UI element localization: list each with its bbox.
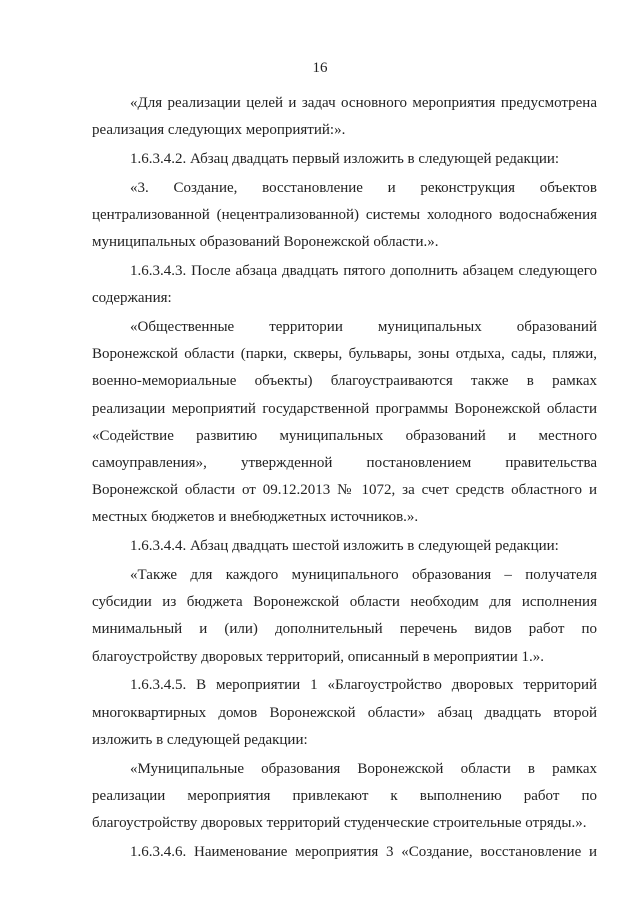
- paragraph-7-line-1: «Также для каждого муниципального образования – получателя: [130, 567, 597, 584]
- paragraph-4-line-2: содержания:: [92, 290, 172, 307]
- paragraph-8-line-2: многоквартирных домов Воронежской области» абзац двадцать второй: [92, 704, 597, 721]
- paragraph-4-line-1: 1.6.3.4.3. После абзаца двадцать пятого дополнить абзацем следующего: [130, 263, 597, 279]
- paragraph-5-line-6: самоуправления», утвержденной постановлением правительства: [92, 455, 597, 472]
- paragraph-3-line-1: «3. Создание, восстановление и реконструкция объектов: [130, 179, 597, 196]
- paragraph-8-line-1: 1.6.3.4.5. В мероприятии 1 «Благоустройство дворовых территорий: [130, 677, 597, 694]
- paragraph-5-line-5: «Содействие развитию муниципальных образований и местного: [92, 427, 597, 444]
- paragraph-5-line-3: военно-мемориальные объекты) благоустраиваются также в рамках: [92, 373, 597, 390]
- paragraph-10-line-1: 1.6.3.4.6. Наименование мероприятия 3 «Создание, восстановление и: [130, 843, 597, 860]
- paragraph-7-line-4: благоустройству дворовых территорий, описанный в мероприятии 1.».: [92, 648, 544, 665]
- paragraph-9-line-3: благоустройству дворовых территорий студенческие строительные отряды.».: [92, 815, 587, 832]
- paragraph-6-line-1: 1.6.3.4.4. Абзац двадцать шестой изложить в следующей редакции:: [130, 538, 559, 555]
- paragraph-9-line-2: реализации мероприятия привлекают к выполнению работ по: [92, 787, 597, 804]
- paragraph-5-line-2: Воронежской области (парки, скверы, бульвары, зоны отдыха, сады, пляжи,: [92, 346, 597, 363]
- document-body: [92, 90, 597, 868]
- paragraph-5-line-8: местных бюджетов и внебюджетных источников.».: [92, 509, 419, 526]
- paragraph-3-line-2: централизованной (нецентрализованной) системы холодного водоснабжения: [92, 207, 597, 223]
- page-number: 16: [312, 60, 328, 76]
- paragraph-5-line-7: Воронежской области от 09.12.2013 № 1072, за счет средств областного и: [92, 482, 597, 499]
- paragraph-5-line-1: «Общественные территории муниципальных образований: [130, 319, 597, 335]
- paragraph-2-line-1: 1.6.3.4.2. Абзац двадцать первый изложить в следующей редакции:: [130, 151, 560, 167]
- paragraph-8-line-3: изложить в следующей редакции:: [92, 731, 308, 748]
- paragraph-7-line-2: субсидии из бюджета Воронежской области необходим для исполнения: [92, 594, 597, 611]
- paragraph-1-line-1: «Для реализации целей и задач основного мероприятия предусмотрена: [130, 95, 597, 111]
- paragraph-3-line-3: муниципальных образований Воронежской области.».: [92, 234, 439, 251]
- paragraph-5-line-4: реализации мероприятий государственной программы Воронежской области: [92, 400, 597, 417]
- paragraph-9-line-1: «Муниципальные образования Воронежской области в рамках: [130, 760, 597, 777]
- paragraph-7-line-3: минимальный и (или) дополнительный перечень видов работ по: [92, 621, 597, 638]
- paragraph-1-line-2: реализация следующих мероприятий:».: [92, 122, 346, 139]
